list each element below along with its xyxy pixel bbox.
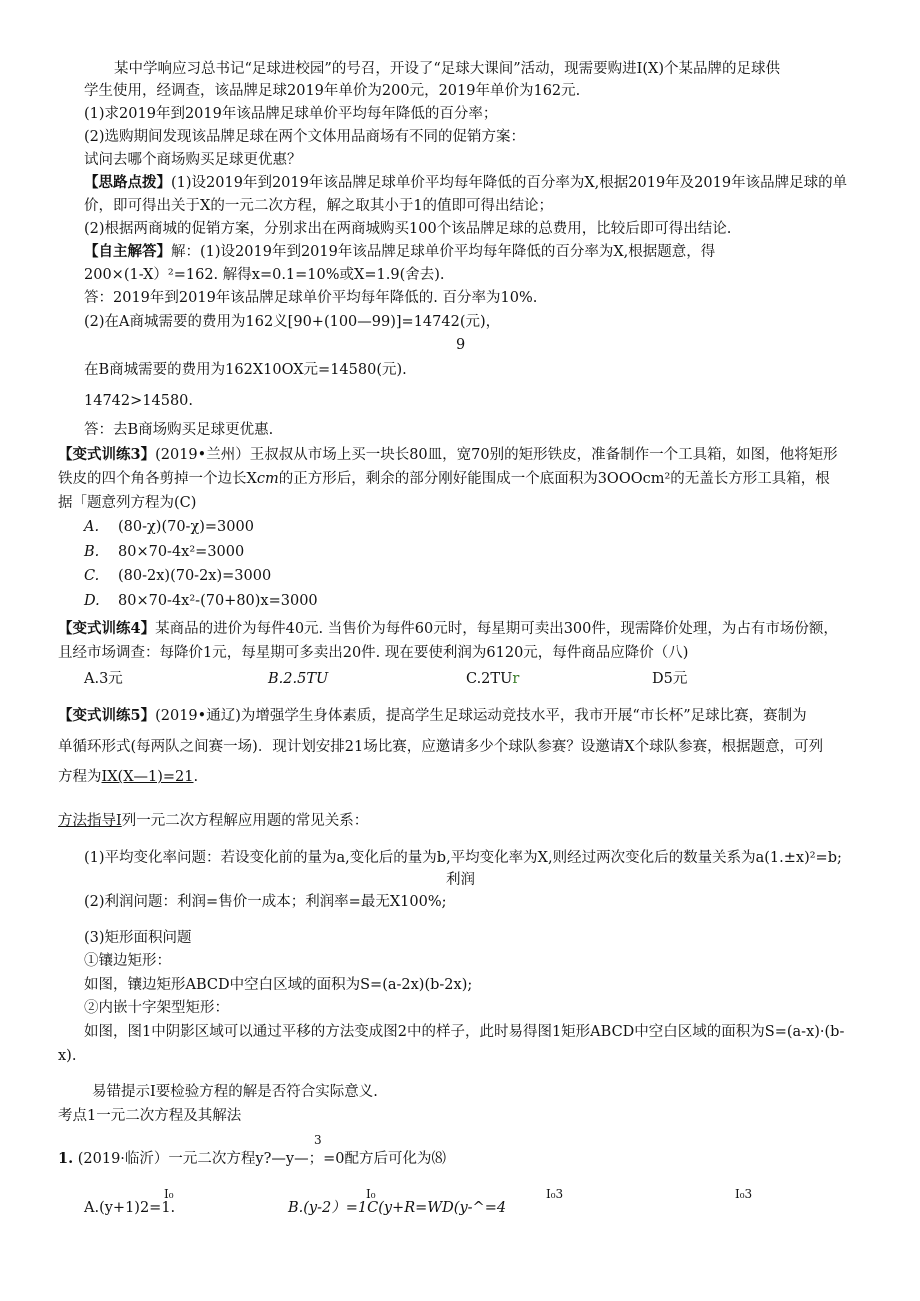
variant-5-period: . [193,769,199,785]
hint-line-3: (2)根据两商城的促销方案，分别求出在两商城购买100个该品牌足球的总费用，比较后即可得出结论. [84,221,732,237]
method-3a: ①镶边矩形： [84,953,171,969]
answer-fraction-2: I₀ [366,1187,376,1201]
exercise-1 [58,1150,446,1168]
variant-4-line-2: 且经市场调查：每降价1元，每星期可多卖出20件. 现在要使利润为6120元，每件商品应降价（八) [58,645,689,661]
method-tag: 方法指导I [58,813,122,829]
answer-option-a: A.(y+1)2=1. [84,1200,176,1216]
variant-4-option-c-mark: r [512,671,520,687]
variant-5-line-1 [58,707,807,725]
option-b [84,543,244,561]
variant-5-equation: IX(X—1)=21 [101,769,194,785]
variant-3-text-2b: 的正方形后，剩余的部分刚好能围成一个底面积为3OOOcm²的无盖长方形工具箱，根 [278,471,830,487]
option-c-label: C. [84,568,100,584]
variant-4-option-a: A.3元 [84,671,123,687]
variant-4-option-b: B.2.5TU [268,671,329,687]
hint-tag: 【思路点拨】 [84,174,171,191]
variant-5-line-3 [58,768,198,786]
option-d-text: 80×70-4x²-(70+80)x=3000 [118,593,318,609]
fraction-denominator: 9 [456,337,466,353]
solution-line-1 [84,243,715,261]
variant-4-option-c [466,670,519,688]
option-d [84,592,318,610]
solution-text-1: 解：(1)设2019年到2019年该品牌足球单价平均每年降低的百分率为X,根据题意，得 [171,244,716,260]
method-fraction-numerator: 利润 [446,872,475,888]
question-2: (2)选购期间发现该品牌足球在两个文体用品商场有不同的促销方案： [84,129,526,145]
option-b-label: B. [84,544,100,560]
variant-3-text-1: (2019•兰州）王叔叔从市场上买一块长80皿，宽70别的矩形铁皮，准备制作一个工具箱，如图，他将矩形 [155,447,838,463]
variant-4-line-1 [58,620,838,638]
question-1: (1)求2019年到2019年该品牌足球单价平均每年降低的百分率； [84,106,498,122]
variant-4-option-d: D5元 [652,671,688,687]
option-b-text: 80×70-4x²=3000 [118,544,245,560]
hint-text-1: (1)设2019年到2019年该品牌足球单价平均每年降低的百分率为X,根据2019年及2019年该品牌足球的单 [171,175,848,191]
variant-5-line-2: 单循环形式(每两队之间赛一场)．现计划安排21场比赛，应邀请多少个球队参赛？设邀请X个球队参赛，根据题意，可列 [58,739,824,755]
question-fraction-numerator: 3 [314,1133,322,1147]
solution-line-3: 答：2019年到2019年该品牌足球单价平均每年降低的. 百分率为10%. [84,290,538,306]
solution-line-2: 200×(1-X）²=162. 解得x=0.1=10%或X=1.9(舍去). [84,267,445,283]
hint-line-1 [84,174,847,192]
method-2: (2)利润问题：利润=售价一成本；利润率=最无X100%; [84,894,447,910]
solution-tag: 【自主解答】 [84,243,171,260]
solution-line-6: 14742>14580. [84,393,194,409]
method-title [58,812,368,830]
answer-fraction-3: I₀3 [546,1187,564,1201]
variant-3-line-1 [58,446,838,464]
method-3e: x). [58,1048,77,1064]
solution-line-5: 在B商城需要的费用为162X10OX元=14580(元). [84,362,407,378]
intro-line-2: 学生使用，经调查，该品牌足球2019年单价为200元，2019年单价为162元. [84,83,581,99]
method-3c: ②内嵌十字架型矩形： [84,1000,229,1016]
solution-line-4: (2)在A商城需要的费用为162义[90+(100—99)]=14742(元)， [84,314,501,330]
option-c-text: (80-2x)(70-2x)=3000 [118,568,272,584]
method-1: (1)平均变化率问题：若设变化前的量为a,变化后的量为b,平均变化率为X,则经过两次变化后的数量关系为a(1.±x)²=b; [84,850,842,866]
intro-line-1: 某中学响应习总书记“足球进校园”的号召，开设了“足球大课间”活动，现需要购进I(X)个某品牌的足球供 [114,61,781,77]
variant-5-text-1: (2019•通辽)为增强学生身体素质，提高学生足球运动竞技水平，我市开展“市长杯”足球比赛，赛制为 [155,708,807,724]
method-title-text: 列一元二次方程解应用题的常见关系： [121,813,369,829]
exam-point-title: 考点1一元二次方程及其解法 [58,1108,242,1124]
option-a-text: (80-χ)(70-χ)=3000 [118,519,254,535]
exercise-number: 1. [58,1150,74,1167]
exercise-text: (2019·临沂）一元二次方程y?—y—；=0配方后可化为⑻ [77,1151,446,1167]
variant-4-option-c-text: C.2TU [466,671,513,687]
variant-3-unit: cm [256,471,279,487]
method-3b: 如图，镶边矩形ABCD中空白区域的面积为S=(a-2x)(b-2x); [84,977,473,993]
method-3d: 如图，图1中阴影区域可以通过平移的方法变成图2中的样子，此时易得图1矩形ABCD中空白区域的面积为S=(a-x)·(b- [84,1024,845,1040]
variant-3-line-3: 据「题意列方程为(C) [58,495,197,511]
variant-4-tag: 【变式训练4】 [58,620,156,637]
variant-3-line-2 [58,470,830,488]
question-3: 试问去哪个商场购买足球更优惠？ [84,152,302,168]
answer-fraction-4: I₀3 [735,1187,753,1201]
option-a [84,518,254,536]
method-3: (3)矩形面积问题 [84,930,192,946]
option-a-label: A. [84,519,100,535]
option-c [84,567,271,585]
variant-5-text-3: 方程为 [58,769,102,785]
hint-line-2: 价，即可得出关于X的一元二次方程，解之取其小于1的值即可得出结论； [84,198,554,214]
error-tip: 易错提示I要检验方程的解是否符合实际意义. [92,1084,378,1100]
variant-5-tag: 【变式训练5】 [58,707,156,724]
answer-fraction-1: I₀ [164,1187,174,1201]
answer-options-bcd: B.(y-2）=1C(y+R=WD(y-^=4 [288,1200,507,1216]
option-d-label: D. [84,593,100,609]
variant-3-text-2a: 铁皮的四个角各剪掉一个边长X [58,471,257,487]
variant-4-text-1: 某商品的进价为每件40元. 当售价为每件60元时，每星期可卖出300件，现需降价处理，为占有市场份额， [155,621,838,637]
solution-line-7: 答：去B商场购买足球更优惠. [84,422,274,438]
variant-3-tag: 【变式训练3】 [58,446,156,463]
